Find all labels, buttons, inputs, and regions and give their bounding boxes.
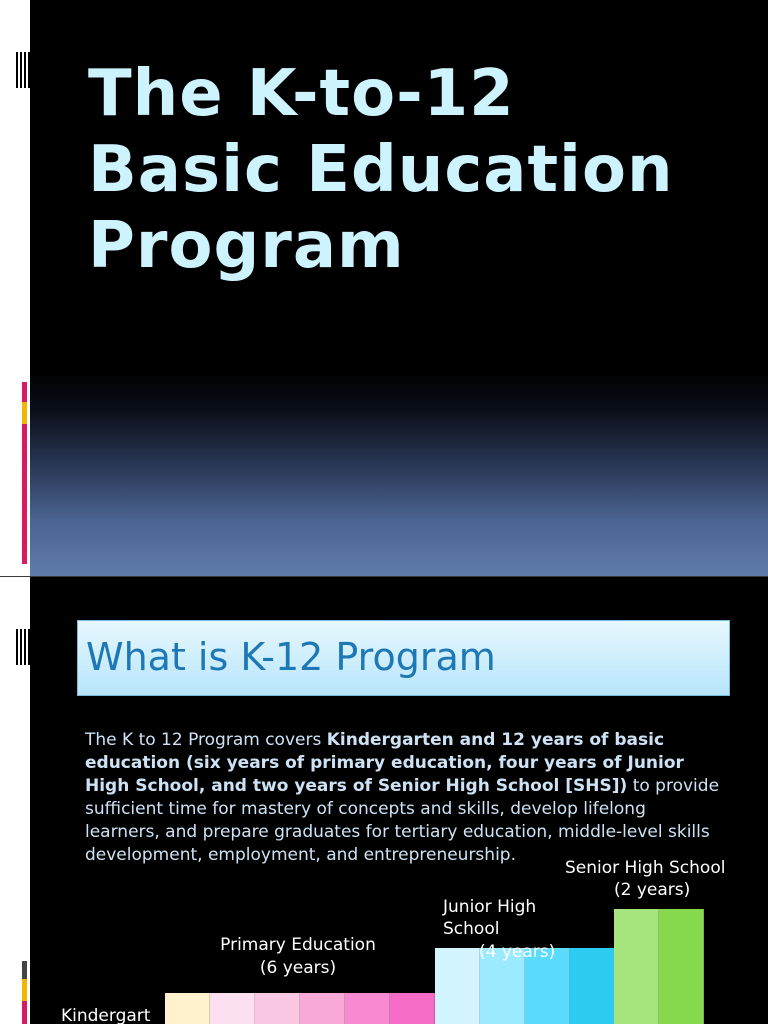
section-heading: What is K-12 Program [86,635,496,679]
jhs-label-line2: School [443,919,500,939]
jhs-bar-1 [435,948,480,1024]
primary-bar-2 [255,993,300,1024]
program-description [85,729,725,867]
kindergarten-label: Kindergart [61,1006,151,1024]
shs-years-label: (2 years) [614,880,691,900]
description-text: The K to 12 Program covers [85,730,327,750]
section-heading-banner [77,620,730,696]
kindergarten-bar [165,993,210,1024]
accent-stripe-pink-long [22,424,27,564]
hatch-decoration [16,52,30,88]
accent-stripe-gold [22,402,27,424]
primary-bar-4 [345,993,390,1024]
shs-bar-1 [614,909,659,1024]
primary-bar-5 [390,993,435,1024]
accent-stripe-grey [22,961,27,979]
primary-bar-3 [300,993,345,1024]
hatch-decoration [16,629,30,665]
content-slide [0,576,768,1024]
jhs-label-line1: Junior High [443,897,537,917]
shs-label: Senior High School [565,858,726,878]
accent-stripe-pink [22,382,27,402]
jhs-bar-4 [570,948,615,1024]
slide-title: The K-to-12 Basic Education Program [88,57,674,283]
shs-bar-2 [659,909,704,1024]
primary-label: Primary Education [220,935,376,955]
accent-stripe-pink [22,1001,27,1024]
accent-stripe-gold [22,979,27,1001]
description-emphasis: Kindergarten and 12 years of basic education (six years of primary education, four years of Junior High School, and two years of Senior High School [SHS]) [85,730,684,796]
primary-bar-1 [210,993,255,1024]
primary-years-label: (6 years) [259,958,337,978]
description-text-continued: to provide sufficient time for mastery of concepts and skills, develop lifelong learners, and prepare graduates for tertiary education, middle-level skills development, employment, and entrepreneurship. [85,776,720,865]
jhs-years-label: (4 years) [479,942,556,962]
